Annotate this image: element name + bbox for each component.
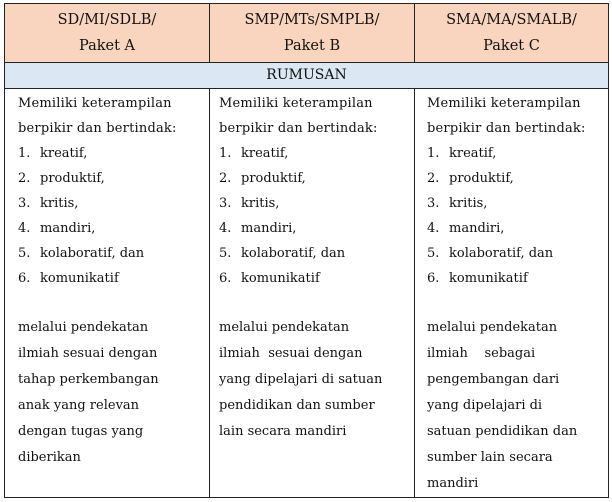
header-level: SMP/MTs/SMPLB/ <box>244 12 380 28</box>
skill-list <box>427 141 604 291</box>
skill-item: 5. kolaboratif, dan <box>427 246 554 261</box>
intro-text: Memiliki keterampilan berpikir dan bertindak: <box>427 96 586 136</box>
intro-text: Memiliki keterampilan berpikir dan bertindak: <box>18 96 177 136</box>
skill-item: 4. mandiri, <box>18 221 96 236</box>
skill-item: 6. komunikatif <box>219 271 320 286</box>
skill-item: 4. mandiri, <box>427 221 505 236</box>
closing-text: melalui pendekatan ilmiah sebagai pengembangan dari yang dipelajari di satuan pendidikan dan sumber lain secara mandiri <box>427 320 578 491</box>
header-package: Paket A <box>78 38 136 54</box>
skill-item: 6. komunikatif <box>427 271 528 286</box>
section-row <box>5 63 609 89</box>
closing-text: melalui pendekatan ilmiah sesuai dengan yang dipelajari di satuan pendidikan dan sumber lain secara mandiri <box>219 320 383 439</box>
section-label-rumusan: RUMUSAN <box>5 63 609 89</box>
skill-list <box>18 141 205 291</box>
content-row <box>5 89 609 498</box>
skill-item: 3. kritis, <box>427 196 488 211</box>
skill-item: 2. produktif, <box>427 171 514 186</box>
skill-list <box>219 141 410 291</box>
content-cell-paket-a <box>5 89 210 498</box>
skill-item: 1. kreatif, <box>427 146 497 161</box>
header-cell-paket-c <box>415 4 609 63</box>
header-package: Paket C <box>483 38 540 54</box>
skill-item: 6. komunikatif <box>18 271 119 286</box>
skill-item: 1. kreatif, <box>219 146 289 161</box>
header-level: SD/MI/SDLB/ <box>57 12 157 28</box>
header-cell-paket-a <box>5 4 210 63</box>
skill-item: 5. kolaboratif, dan <box>18 246 145 261</box>
competency-table <box>4 3 609 498</box>
closing-text: melalui pendekatan ilmiah sesuai dengan tahap perkembangan anak yang relevan dengan tugas yang diberikan <box>18 320 159 465</box>
header-package: Paket B <box>283 38 341 54</box>
header-row <box>5 4 609 63</box>
skill-item: 3. kritis, <box>18 196 79 211</box>
skill-item: 4. mandiri, <box>219 221 297 236</box>
content-cell-paket-b <box>210 89 415 498</box>
skill-item: 2. produktif, <box>18 171 105 186</box>
skill-item: 3. kritis, <box>219 196 280 211</box>
intro-text: Memiliki keterampilan berpikir dan bertindak: <box>219 96 378 136</box>
header-level: SMA/MA/SMALB/ <box>446 12 577 28</box>
content-cell-paket-c <box>415 89 609 498</box>
header-cell-paket-b <box>210 4 415 63</box>
skill-item: 2. produktif, <box>219 171 306 186</box>
skill-item: 5. kolaboratif, dan <box>219 246 346 261</box>
skill-item: 1. kreatif, <box>18 146 88 161</box>
